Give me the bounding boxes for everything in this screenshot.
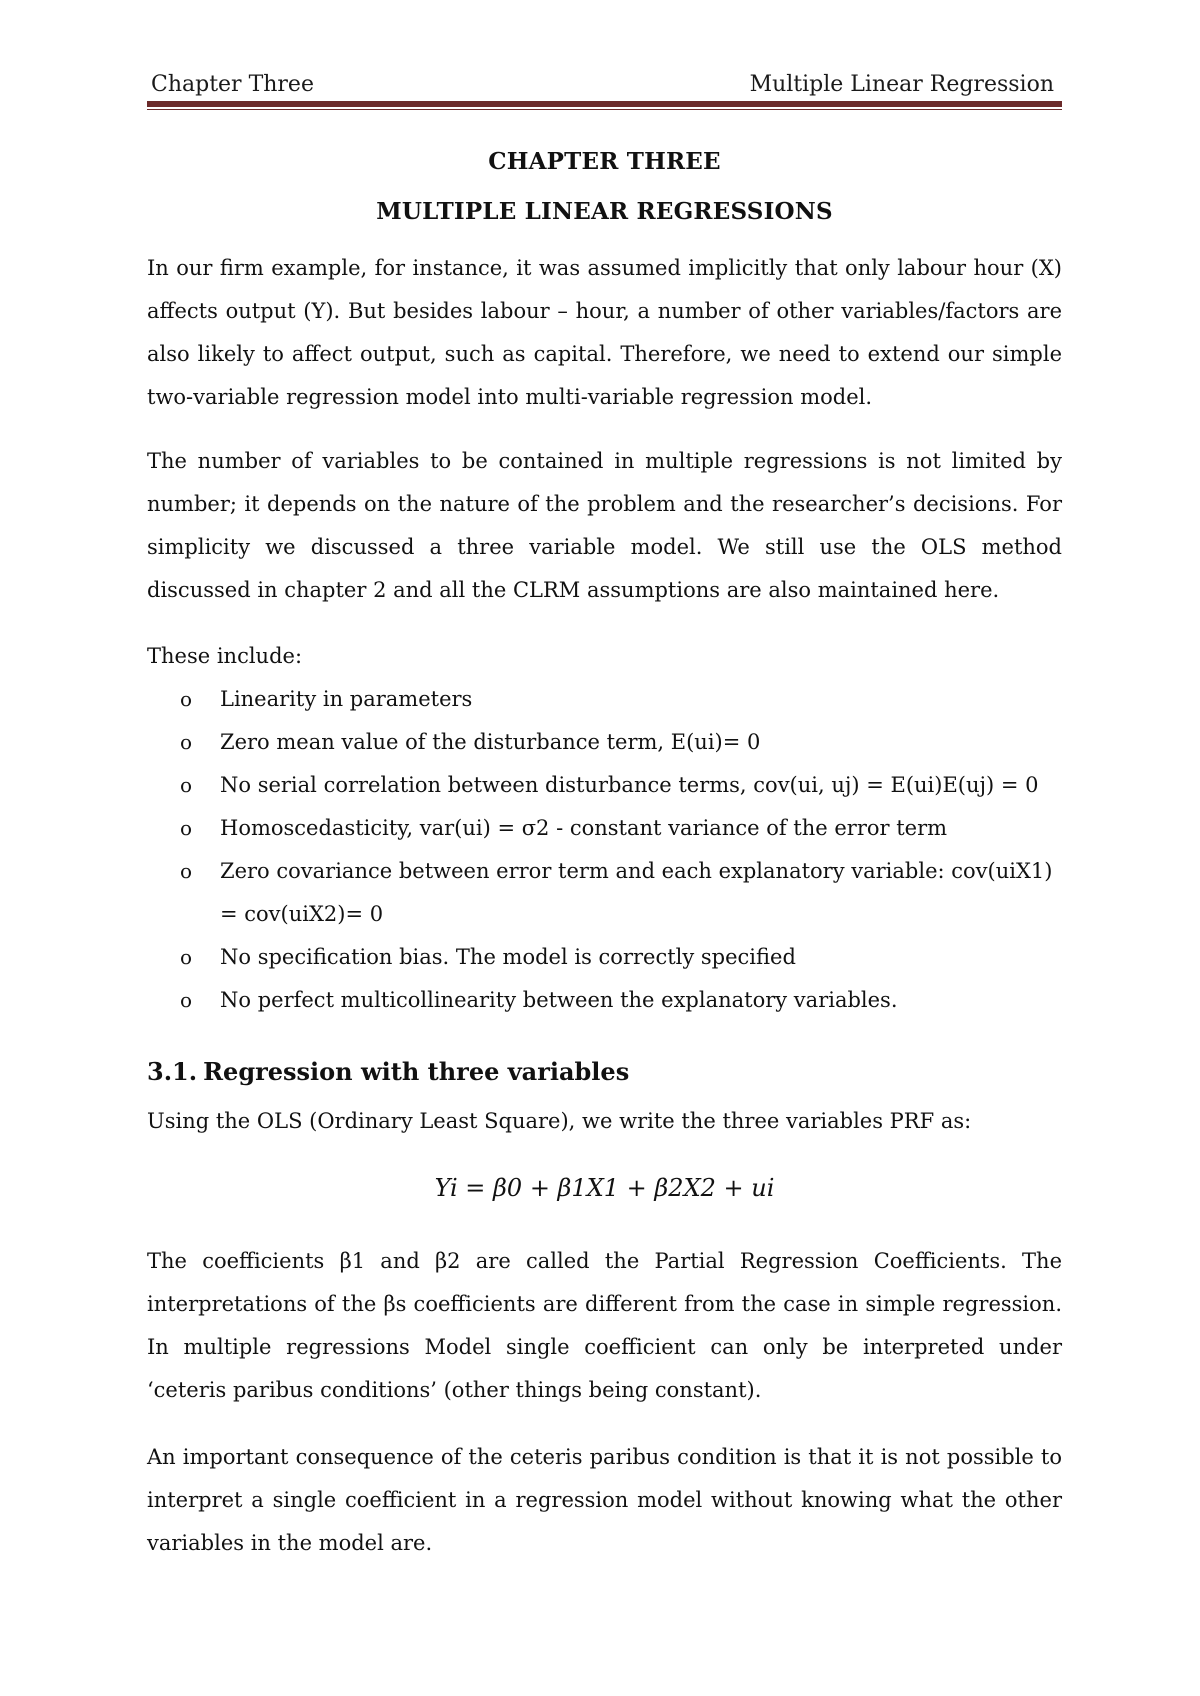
- bullet-icon: o: [180, 687, 193, 711]
- header-topic: Multiple Linear Regression: [749, 72, 1054, 97]
- chapter-subtitle: MULTIPLE LINEAR REGRESSIONS: [376, 198, 833, 225]
- prf-equation: Yi = β0 + β1X1 + β2X2 + ui: [434, 1174, 775, 1202]
- list-item: o No specification bias. The model is correctly specified: [147, 936, 1062, 979]
- list-item: o Zero covariance between error term and each explanatory variable: cov(uiX1) = cov(uiX2)= 0: [147, 850, 1062, 936]
- bullet-icon: o: [180, 859, 193, 883]
- assumptions-list: [147, 678, 1062, 1022]
- chapter-title: CHAPTER THREE: [488, 148, 721, 175]
- bullet-icon: o: [180, 988, 193, 1012]
- bullet-icon: o: [180, 773, 193, 797]
- section-heading: [147, 1057, 629, 1086]
- intro-paragraph: In our firm example, for instance, it was assumed implicitly that only labour hour (X) affects output (Y). But besides labour – hour, a number of other variables/factors are also likely to affect output, such as capital. Therefore, we need to extend our simple two-variable regression model into multi-variable regression model.: [147, 256, 1062, 409]
- assumptions-lead: These include:: [147, 644, 303, 668]
- coefficients-paragraph: The coefficients β1 and β2 are called the Partial Regression Coefficients. The interpretations of the βs coefficients are different from the case in simple regression. In multiple regressions Model single coefficient can only be interpreted under ‘ceteris paribus conditions’ (other things being constant).: [147, 1249, 1062, 1402]
- ceteris-paribus-paragraph: An important consequence of the ceteris paribus condition is that it is not possible to interpret a single coefficient in a regression model without knowing what the other variables in the model are.: [147, 1445, 1062, 1555]
- variables-paragraph: The number of variables to be contained in multiple regressions is not limited by number; it depends on the nature of the problem and the researcher’s decisions. For simplicity we discussed a three variable model. We still use the OLS method discussed in chapter 2 and all the CLRM assumptions are also maintained here.: [147, 449, 1062, 602]
- header-chapter: Chapter Three: [151, 72, 314, 97]
- running-header: [147, 72, 1062, 102]
- header-rule-thick: [147, 101, 1062, 107]
- section-title: Regression with three variables: [203, 1057, 630, 1086]
- section-number: 3.1.: [147, 1057, 198, 1086]
- bullet-icon: o: [180, 816, 193, 840]
- list-item: o Zero mean value of the disturbance term, E(ui)= 0: [147, 721, 1062, 764]
- bullet-icon: o: [180, 730, 193, 754]
- list-item: o Homoscedasticity, var(ui) = σ2 - constant variance of the error term: [147, 807, 1062, 850]
- list-item: o No serial correlation between disturbance terms, cov(ui, uj) = E(ui)E(uj) = 0: [147, 764, 1062, 807]
- header-rule-thin: [147, 109, 1062, 110]
- list-item: o Linearity in parameters: [147, 678, 1062, 721]
- bullet-icon: o: [180, 945, 193, 969]
- prf-intro: Using the OLS (Ordinary Least Square), we write the three variables PRF as:: [147, 1109, 972, 1133]
- list-item: o No perfect multicollinearity between the explanatory variables.: [147, 979, 1062, 1022]
